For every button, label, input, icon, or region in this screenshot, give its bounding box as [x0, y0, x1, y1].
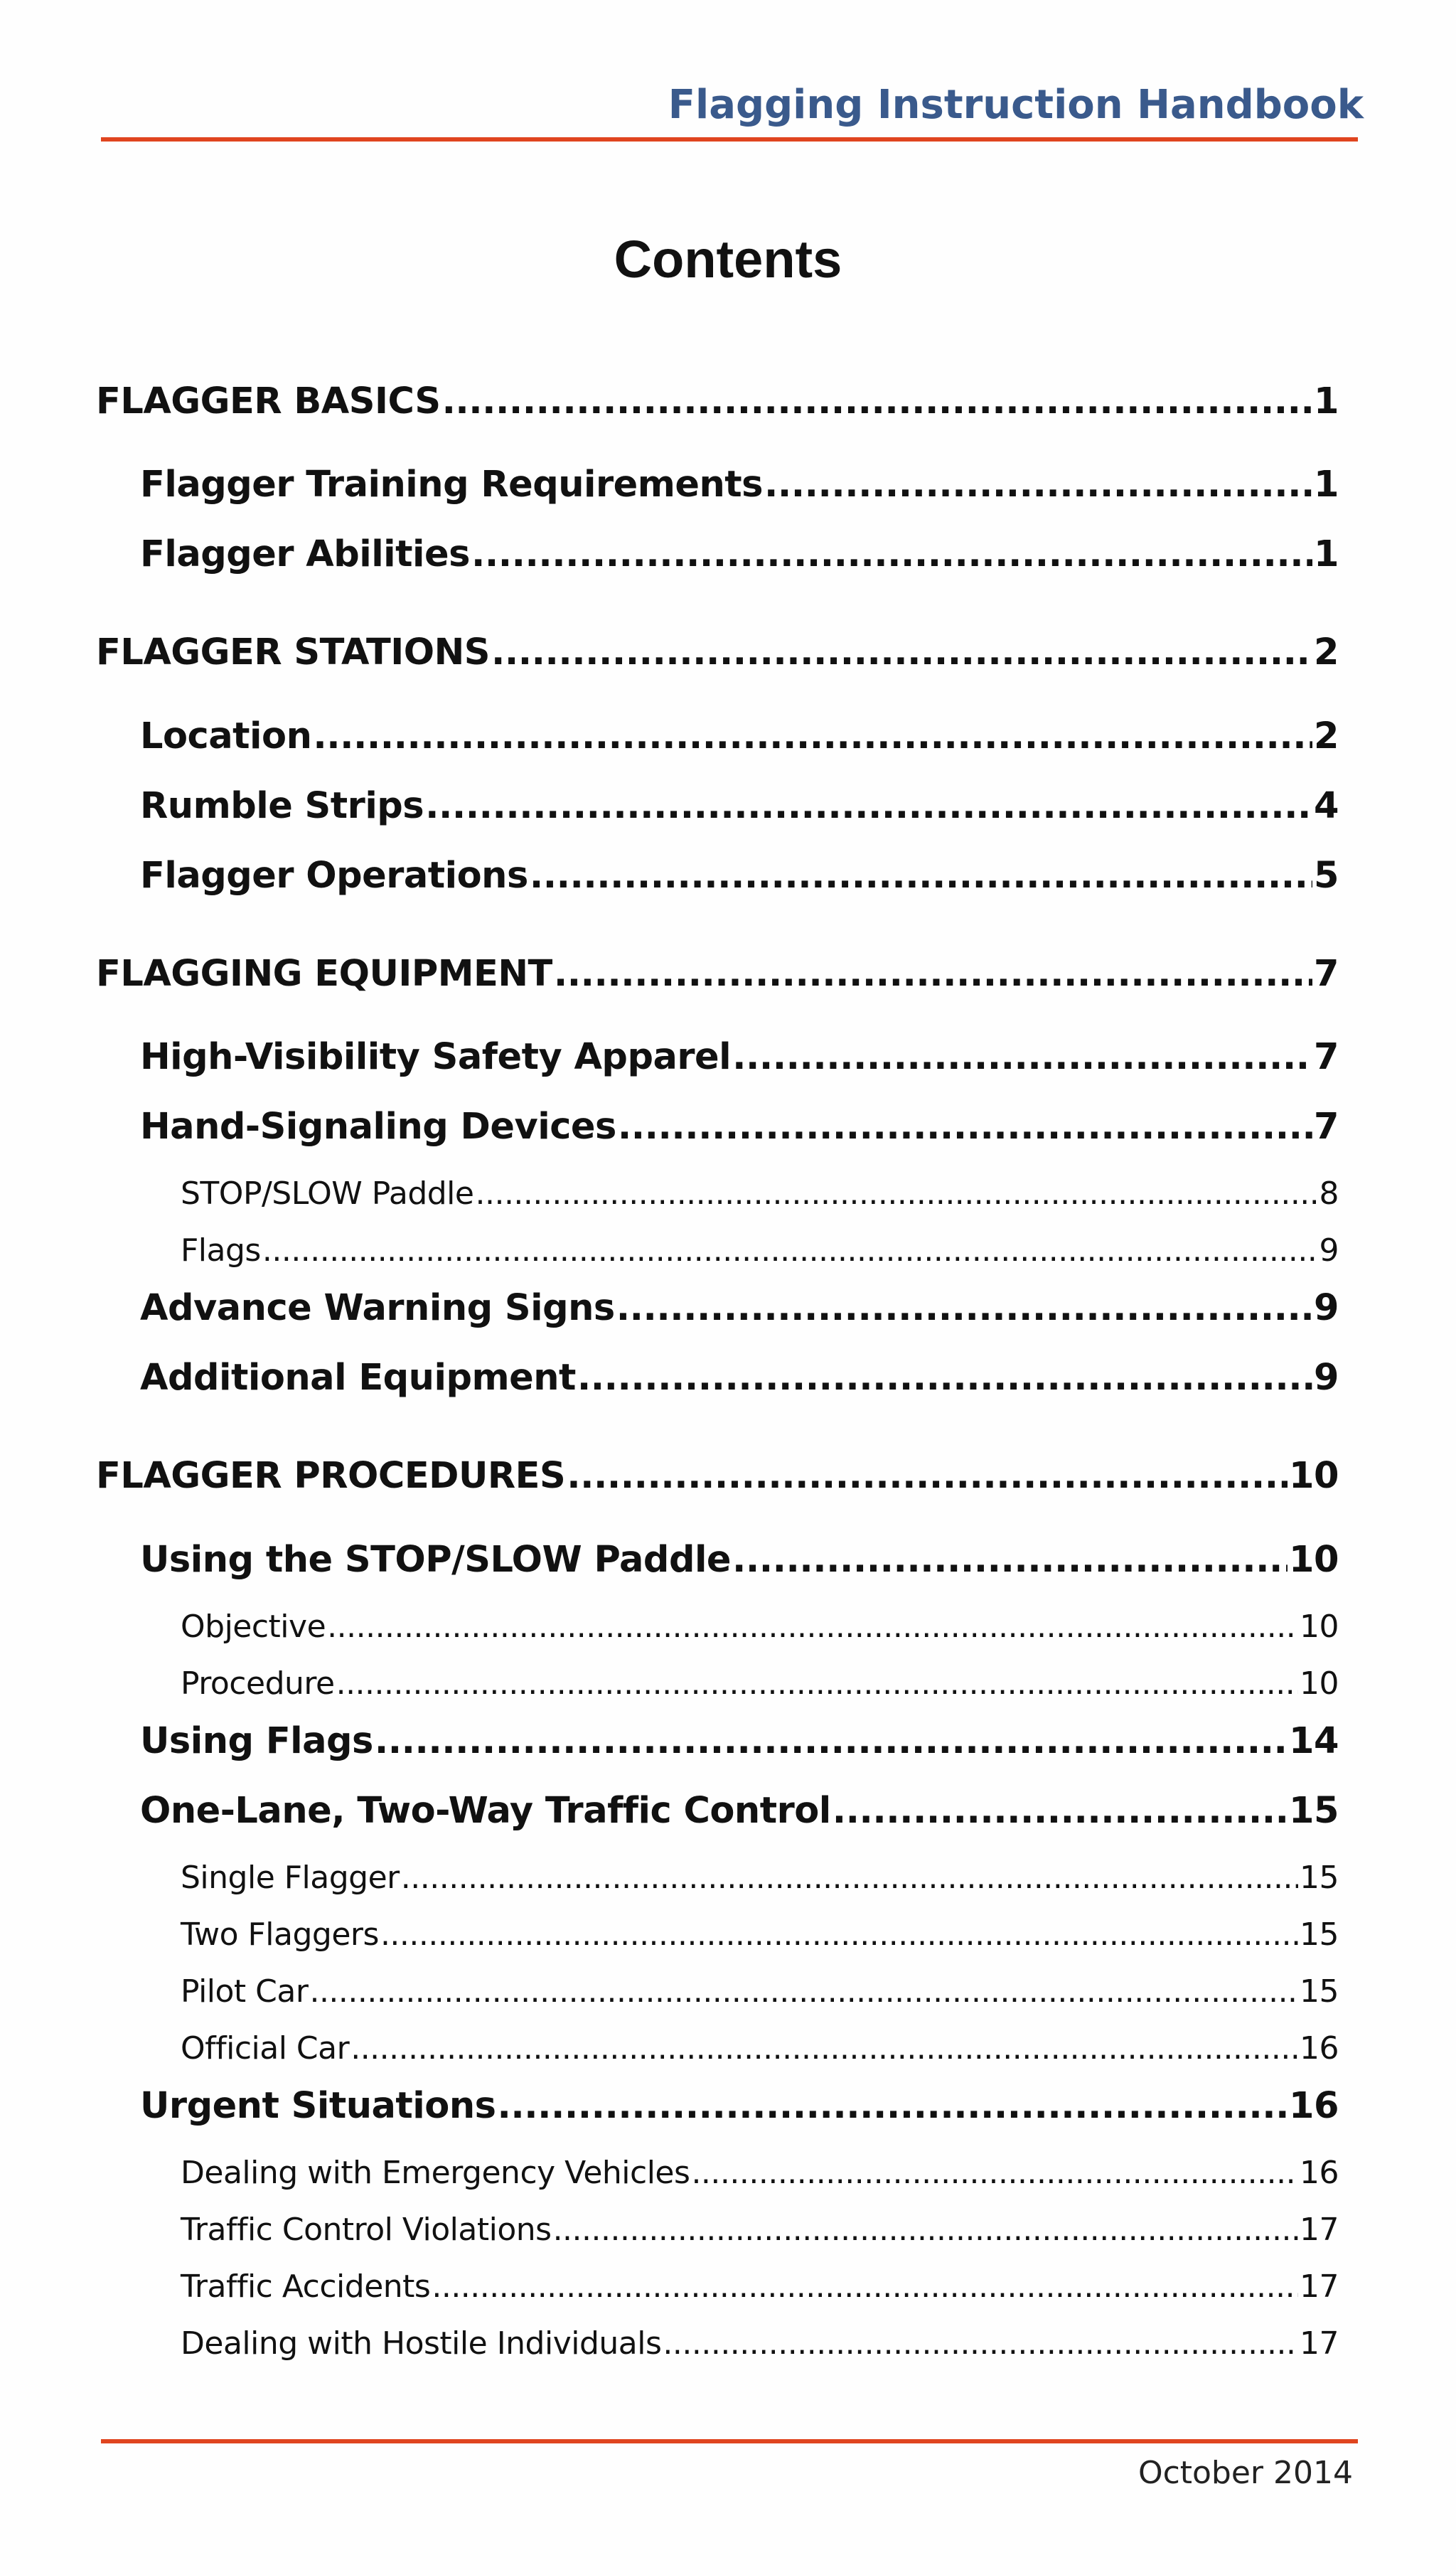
- toc-entry-page: 1: [1314, 380, 1339, 422]
- toc-entry-text: Flagger Operations: [140, 855, 528, 897]
- toc-entry[interactable]: [181, 1860, 1339, 1902]
- toc-entry-page: 15: [1300, 1916, 1339, 1953]
- toc-dot-leader: [375, 1720, 1288, 1762]
- toc-entry-page: 7: [1314, 1106, 1339, 1148]
- toc-entry[interactable]: [181, 1175, 1339, 1218]
- toc-entry-text: Advance Warning Signs: [140, 1287, 615, 1329]
- toc-entry[interactable]: [140, 1539, 1339, 1589]
- toc-dot-leader: [491, 631, 1312, 673]
- toc-dot-leader: [401, 1860, 1298, 1896]
- toc-entry-text: STOP/SLOW Paddle: [181, 1175, 474, 1212]
- toc-entry-page: 17: [1300, 2268, 1339, 2305]
- toc-entry[interactable]: [140, 785, 1339, 835]
- toc-entry-text: Using Flags: [140, 1720, 373, 1762]
- toc-entry-text: Additional Equipment: [140, 1357, 576, 1399]
- toc-entry-text: High-Visibility Safety Apparel: [140, 1036, 732, 1078]
- toc-entry-page: 10: [1300, 1665, 1339, 1702]
- toc-entry-text: Flags: [181, 1232, 261, 1269]
- toc-entry-page: 16: [1300, 2030, 1339, 2067]
- toc-dot-leader: [616, 1287, 1312, 1329]
- toc-dot-leader: [764, 464, 1312, 506]
- toc-dot-leader: [663, 2325, 1298, 2362]
- toc-dot-leader: [380, 1916, 1298, 1953]
- toc-entry-page: 1: [1314, 464, 1339, 506]
- toc-entry-text: One-Lane, Two-Way Traffic Control: [140, 1790, 831, 1832]
- toc-dot-leader: [833, 1790, 1288, 1832]
- toc-entry-page: 9: [1319, 1232, 1339, 1269]
- toc-dot-leader: [327, 1609, 1298, 1645]
- toc-entry[interactable]: [140, 855, 1339, 905]
- toc-entry-page: 7: [1314, 1036, 1339, 1078]
- toc-entry-page: 9: [1314, 1287, 1339, 1329]
- toc-dot-leader: [618, 1106, 1312, 1148]
- toc-entry-text: Rumble Strips: [140, 785, 424, 827]
- toc-dot-leader: [554, 953, 1312, 995]
- toc-dot-leader: [553, 2212, 1298, 2248]
- toc-dot-leader: [262, 1232, 1318, 1269]
- toc-entry-page: 2: [1314, 631, 1339, 673]
- toc-dot-leader: [309, 1973, 1298, 2010]
- toc-entry-text: Two Flaggers: [181, 1916, 379, 1953]
- toc-entry-text: FLAGGER BASICS: [96, 380, 441, 422]
- toc-entry-page: 16: [1300, 2155, 1339, 2191]
- toc-entry-text: Flagger Training Requirements: [140, 464, 764, 506]
- toc-entry-page: 14: [1289, 1720, 1339, 1762]
- toc-entry-page: 4: [1314, 785, 1339, 827]
- toc-entry[interactable]: [140, 464, 1339, 513]
- header-title: Flagging Instruction Handbook: [668, 82, 1364, 128]
- toc-entry[interactable]: [181, 2212, 1339, 2254]
- toc-entry-text: Hand-Signaling Devices: [140, 1106, 616, 1148]
- toc-entry[interactable]: [140, 2085, 1339, 2135]
- toc-entry[interactable]: [96, 380, 1339, 430]
- toc-entry-text: Procedure: [181, 1665, 335, 1702]
- toc-entry-text: Traffic Control Violations: [181, 2212, 552, 2248]
- toc-entry-text: FLAGGING EQUIPMENT: [96, 953, 552, 995]
- toc-entry[interactable]: [181, 2030, 1339, 2073]
- toc-dot-leader: [497, 2085, 1288, 2127]
- toc-entry-page: 9: [1314, 1357, 1339, 1399]
- toc-entry-page: 15: [1289, 1790, 1339, 1832]
- toc-dot-leader: [530, 855, 1312, 897]
- toc-entry[interactable]: [140, 1720, 1339, 1770]
- toc-entry-text: Dealing with Emergency Vehicles: [181, 2155, 690, 2191]
- toc-entry-page: 8: [1319, 1175, 1339, 1212]
- toc-entry-text: Location: [140, 715, 312, 757]
- toc-dot-leader: [475, 1175, 1317, 1212]
- toc-entry[interactable]: [140, 1287, 1339, 1337]
- toc-entry[interactable]: [181, 2325, 1339, 2368]
- toc-entry-text: Pilot Car: [181, 1973, 309, 2010]
- toc-entry-text: Single Flagger: [181, 1860, 400, 1896]
- toc-dot-leader: [691, 2155, 1298, 2191]
- toc-entry[interactable]: [140, 1357, 1339, 1407]
- toc-dot-leader: [732, 1036, 1312, 1078]
- toc-dot-leader: [425, 785, 1312, 827]
- toc-entry[interactable]: [140, 715, 1339, 765]
- toc-entry-page: 17: [1300, 2325, 1339, 2362]
- toc-entry[interactable]: [181, 2155, 1339, 2197]
- toc-entry-page: 5: [1314, 855, 1339, 897]
- toc-entry-page: 16: [1289, 2085, 1339, 2127]
- toc-entry-page: 10: [1289, 1539, 1339, 1581]
- toc-entry[interactable]: [140, 1790, 1339, 1840]
- toc-dot-leader: [336, 1665, 1298, 1702]
- toc-dot-leader: [432, 2268, 1298, 2305]
- toc-entry[interactable]: [181, 1665, 1339, 1708]
- toc-dot-leader: [732, 1539, 1288, 1581]
- toc-entry-page: 10: [1289, 1455, 1339, 1497]
- toc-entry-text: Urgent Situations: [140, 2085, 496, 2127]
- toc-entry-page: 1: [1314, 533, 1339, 575]
- toc-entry-text: Flagger Abilities: [140, 533, 470, 575]
- toc-entry-page: 7: [1314, 953, 1339, 995]
- toc-entry[interactable]: [140, 1106, 1339, 1156]
- toc-dot-leader: [442, 380, 1312, 422]
- toc-entry-page: 15: [1300, 1973, 1339, 2010]
- toc-entry-page: 10: [1300, 1609, 1339, 1645]
- toc-entry-text: Dealing with Hostile Individuals: [181, 2325, 662, 2362]
- toc-entry-text: Official Car: [181, 2030, 350, 2067]
- toc-entry[interactable]: [181, 2268, 1339, 2311]
- toc-entry-text: FLAGGER PROCEDURES: [96, 1455, 566, 1497]
- toc-entry[interactable]: [96, 1455, 1339, 1505]
- toc-entry-page: 15: [1300, 1860, 1339, 1896]
- toc-entry[interactable]: [96, 631, 1339, 681]
- toc-entry-page: 17: [1300, 2212, 1339, 2248]
- footer-date: October 2014: [1138, 2455, 1353, 2491]
- toc-entry-page: 2: [1314, 715, 1339, 757]
- toc-entry[interactable]: [181, 1973, 1339, 2016]
- toc-dot-leader: [313, 715, 1312, 757]
- toc-entry[interactable]: [140, 1036, 1339, 1086]
- toc-dot-leader: [471, 533, 1312, 575]
- toc-entry-text: FLAGGER STATIONS: [96, 631, 490, 673]
- toc-dot-leader: [567, 1455, 1288, 1497]
- toc-dot-leader: [350, 2030, 1298, 2067]
- toc-entry[interactable]: [181, 1916, 1339, 1959]
- toc-entry-text: Using the STOP/SLOW Paddle: [140, 1539, 732, 1581]
- header-rule: [101, 137, 1358, 142]
- toc-entry-text: Traffic Accidents: [181, 2268, 431, 2305]
- toc-entry[interactable]: [96, 953, 1339, 1003]
- page-title: Contents: [614, 230, 842, 289]
- toc-entry-text: Objective: [181, 1609, 326, 1645]
- toc-dot-leader: [577, 1357, 1312, 1399]
- toc-entry[interactable]: [181, 1232, 1339, 1275]
- footer-rule: [101, 2439, 1358, 2443]
- toc-entry[interactable]: [140, 533, 1339, 583]
- toc-entry[interactable]: [181, 1609, 1339, 1651]
